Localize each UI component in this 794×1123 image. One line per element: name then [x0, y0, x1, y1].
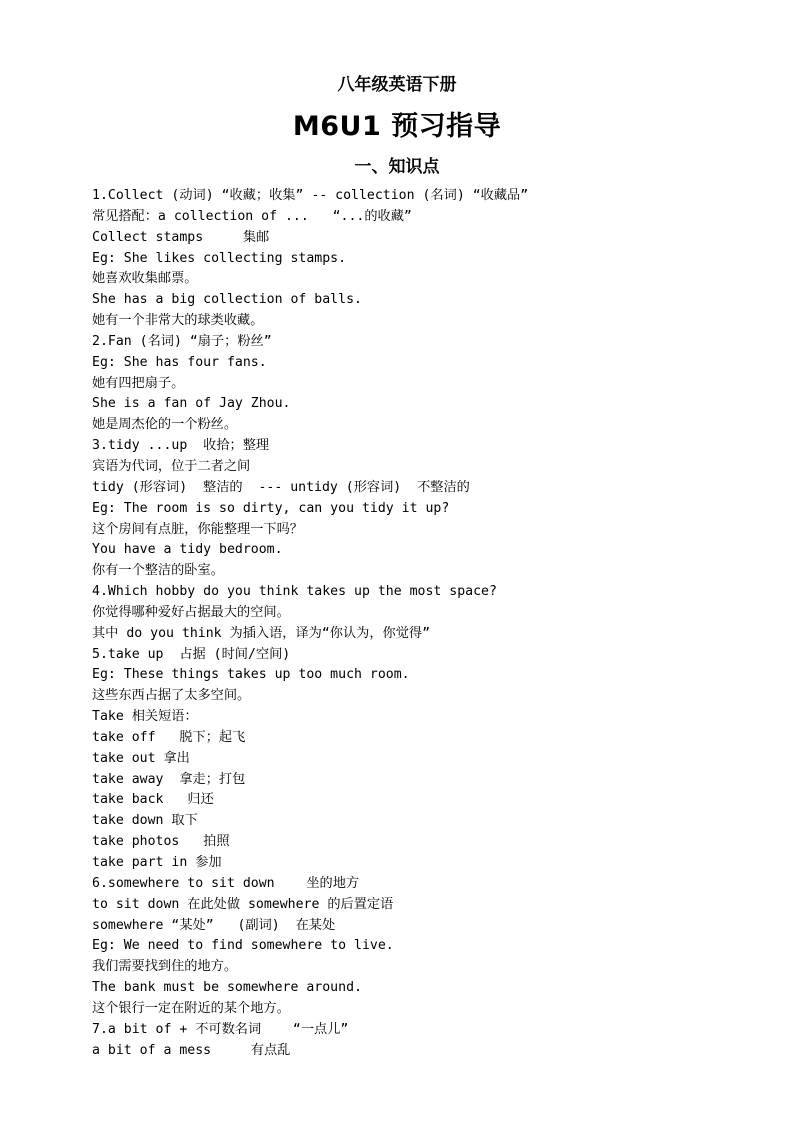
text-line: 她有四把扇子。	[92, 375, 185, 391]
knowledge-points	[92, 186, 772, 1061]
text-line: tidy (形容词) 整洁的 --- untidy (形容词) 不整洁的	[92, 479, 470, 495]
text-line: take photos 拍照	[92, 834, 230, 850]
section-title: 一、知识点	[354, 157, 440, 177]
text-line: take away 拿走；打包	[92, 771, 246, 787]
text-line: 她有一个非常大的球类收藏。	[92, 313, 264, 329]
text-line: somewhere “某处” (副词) 在某处	[92, 917, 336, 933]
text-line: 2.Fan (名词) “扇子；粉丝”	[92, 333, 272, 349]
text-line: 1.Collect (动词) “收藏；收集” -- collection (名词) “收藏品”	[92, 188, 529, 203]
text-line: 宾语为代词，位于二者之间	[92, 458, 251, 474]
text-line: a bit of a mess 有点乱	[92, 1042, 291, 1058]
text-line: 4.Which hobby do you think takes up the most space?	[92, 584, 497, 600]
grade-title: 八年级英语下册	[337, 75, 457, 95]
text-line: She has a big collection of balls.	[92, 292, 362, 308]
text-line: Eg: She likes collecting stamps.	[92, 250, 347, 266]
text-line: 这个房间有点脏，你能整理一下吗？	[92, 521, 303, 537]
text-line: 其中 do you think 为插入语，译为“你认为，你觉得”	[92, 625, 431, 641]
text-line: 这个银行一定在附近的某个地方。	[92, 1000, 290, 1016]
text-line: 6.somewhere to sit down 坐的地方	[92, 875, 360, 891]
text-line: take out 拿出	[92, 750, 190, 766]
text-line: 3.tidy ...up 收拾；整理	[92, 438, 270, 454]
text-line: 她是周杰伦的一个粉丝。	[92, 417, 238, 433]
main-title: M6U1 预习指导	[292, 111, 502, 142]
text-line: 5.take up 占据 (时间/空间)	[92, 646, 291, 662]
text-line: 你有一个整洁的卧室。	[92, 563, 224, 579]
text-line: Collect stamps 集邮	[92, 229, 270, 245]
text-line: Take 相关短语：	[92, 709, 198, 725]
text-line: 她喜欢收集邮票。	[92, 271, 198, 287]
text-line: take back 归还	[92, 792, 214, 808]
text-line: Eg: We need to find somewhere to live.	[92, 938, 394, 954]
text-line: take part in 参加	[92, 855, 222, 870]
text-line: You have a tidy bedroom.	[92, 542, 283, 558]
text-line: to sit down 在此处做 somewhere 的后置定语	[92, 896, 394, 912]
text-line: Eg: She has four fans.	[92, 354, 267, 370]
text-line: take down 取下	[92, 813, 198, 829]
text-line: The bank must be somewhere around.	[92, 980, 362, 996]
text-line: take off 脱下；起飞	[92, 729, 246, 745]
text-line: Eg: These things takes up too much room.	[92, 667, 410, 683]
text-line: 你觉得哪种爱好占据最大的空间。	[92, 604, 290, 620]
text-line: 7.a bit of + 不可数名词 “一点儿”	[92, 1021, 349, 1037]
text-line: Eg: The room is so dirty, can you tidy it up?	[92, 500, 450, 516]
text-line: 常见搭配：a collection of ... “...的收藏”	[92, 208, 412, 224]
text-line: She is a fan of Jay Zhou.	[92, 396, 291, 412]
text-line: 这些东西占据了太多空间。	[92, 688, 251, 704]
text-line: 我们需要找到住的地方。	[92, 959, 238, 975]
